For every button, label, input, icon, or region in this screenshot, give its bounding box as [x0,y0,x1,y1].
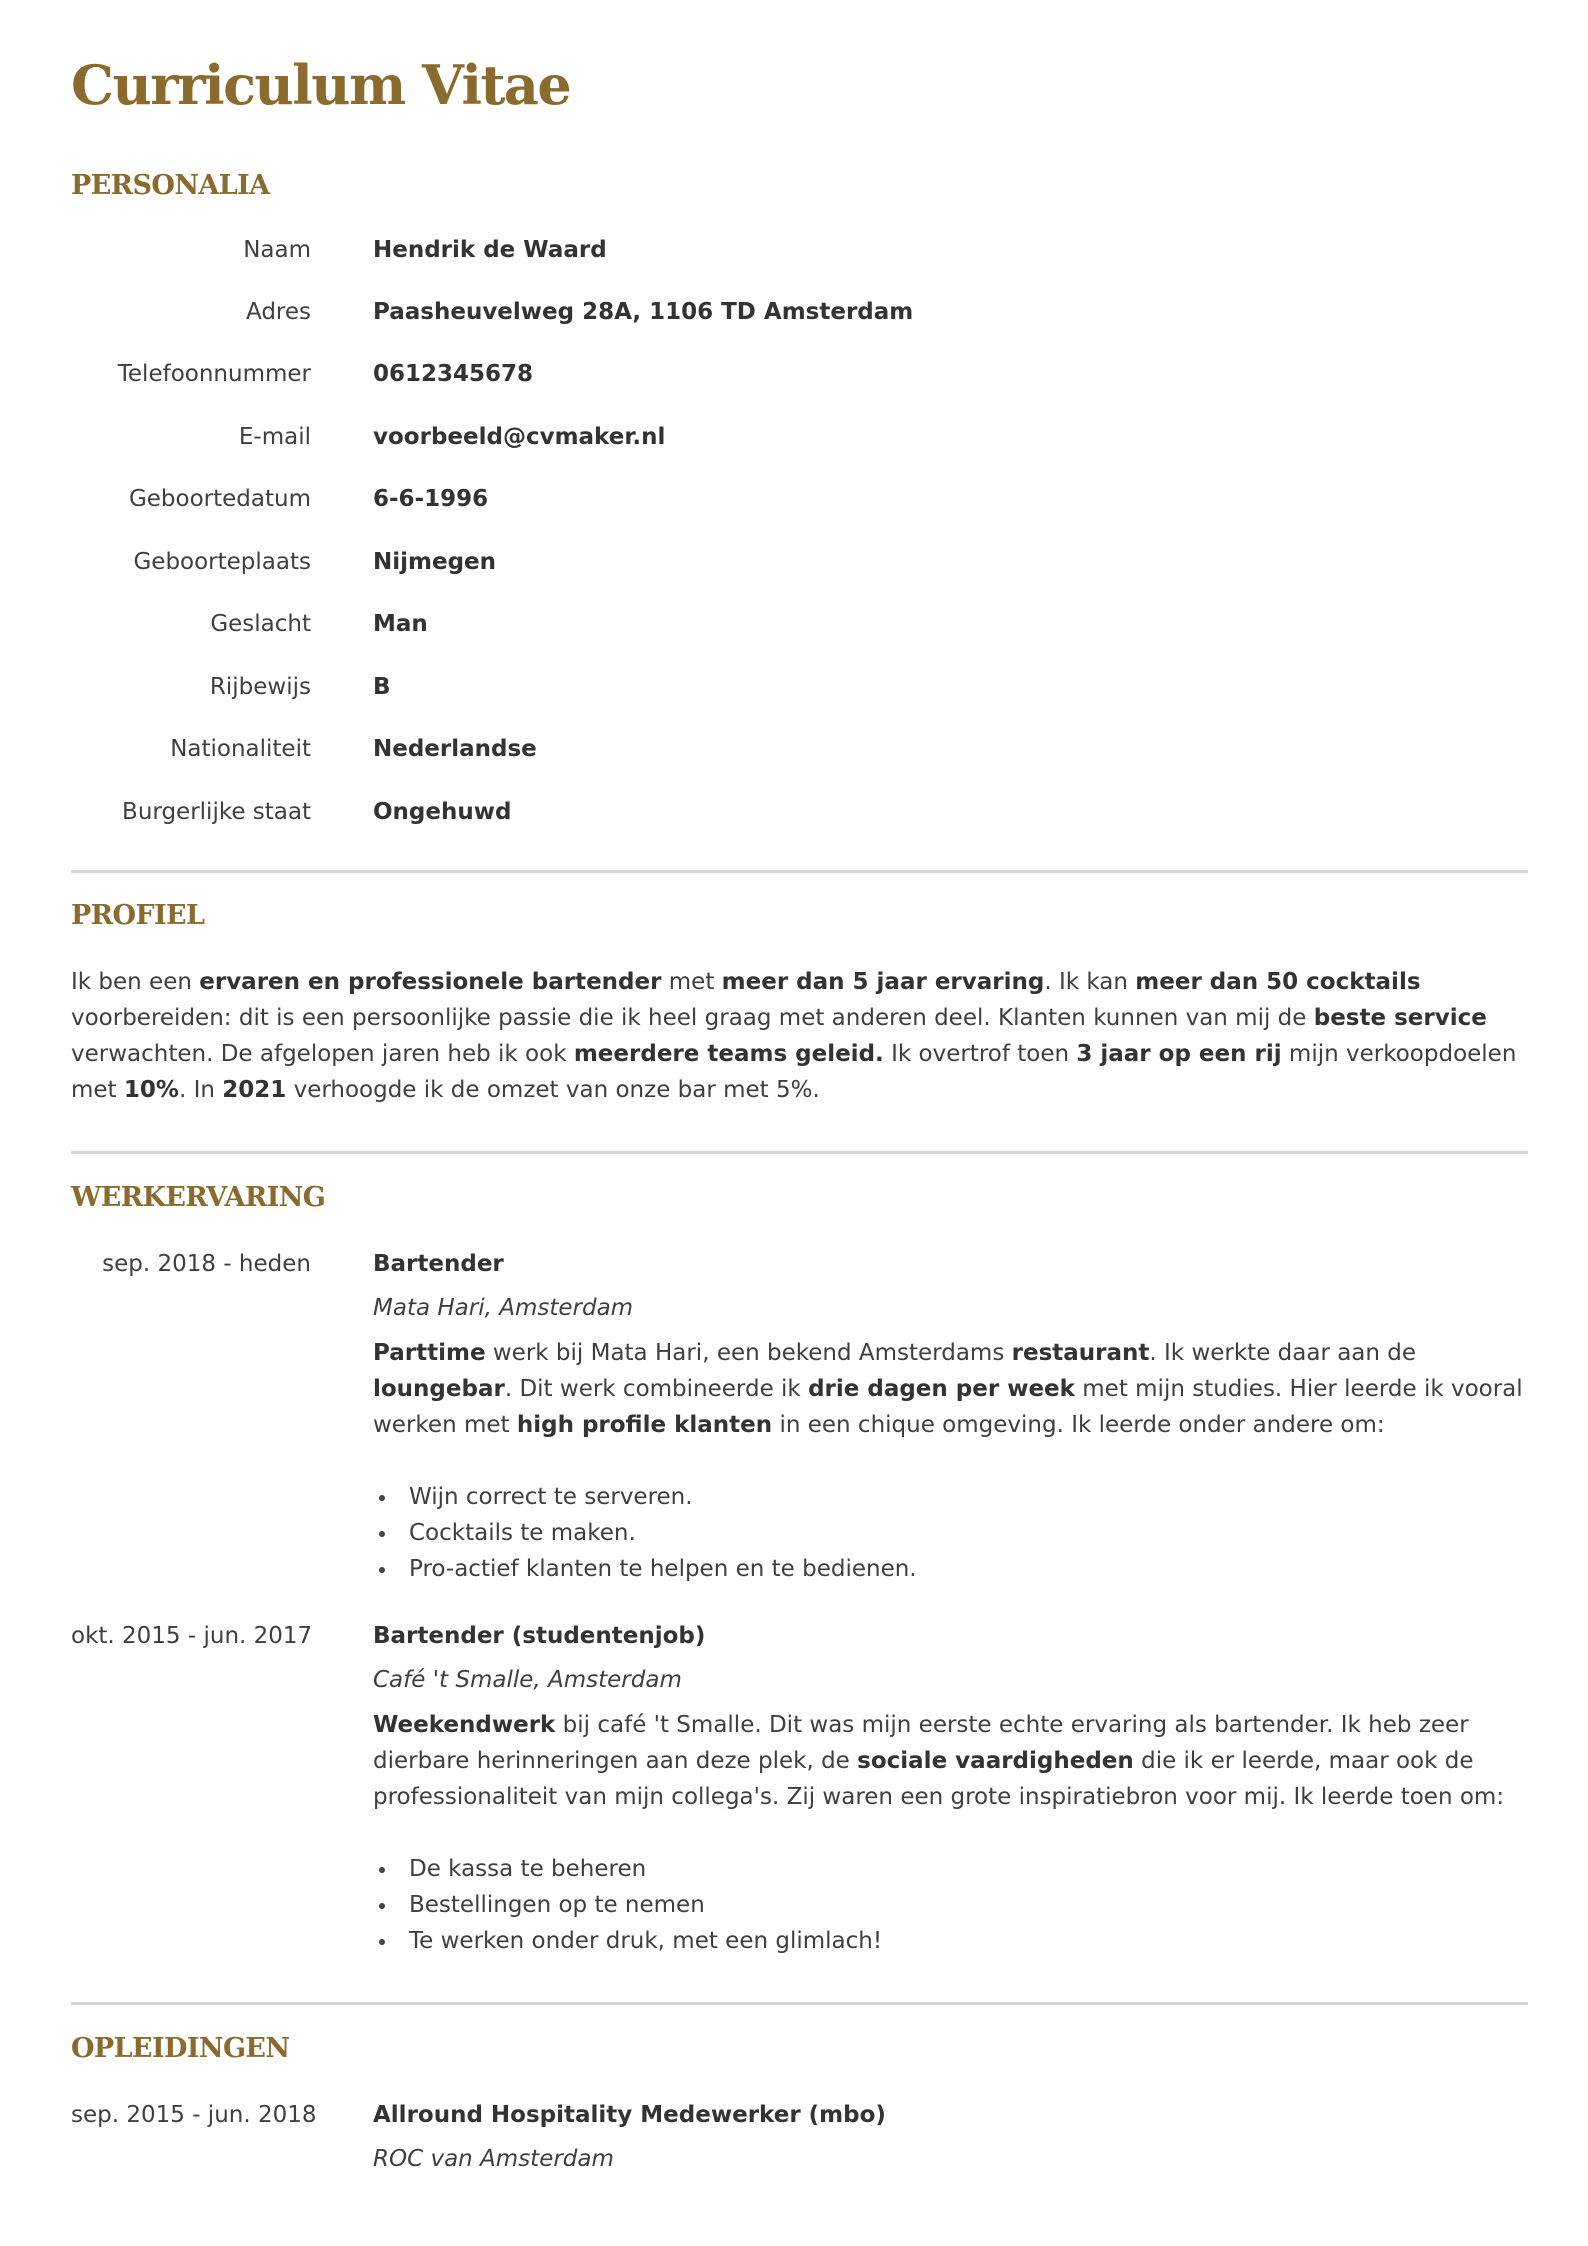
label-geboortedatum: Geboortedatum [128,486,311,512]
section-heading-profiel: PROFIEL [71,900,205,931]
job-bullet-list [373,1851,882,1959]
section-heading-opleidingen: OPLEIDINGEN [71,2033,290,2064]
list-item: De kassa te beheren [373,1851,882,1887]
label-email: E-mail [238,424,311,450]
label-burgerlijke-staat: Burgerlijke staat [122,799,311,825]
value-geboorteplaats: Nijmegen [373,549,497,575]
label-geboorteplaats: Geboorteplaats [133,549,311,575]
job-description: Parttime werk bij Mata Hari, een bekend Amsterdams restaurant. Ik werkte daar aan de loungebar. Dit werk combineerde ik drie dagen per week met mijn studies. Hier leerde ik vooral werken met high profile klanten in een chique omgeving. Ik leerde onder andere om: [373,1340,1523,1438]
section-divider [71,2002,1528,2005]
emphasis-text: 3 jaar op een rij [1076,1041,1282,1067]
value-rijbewijs: B [373,674,391,700]
job-employer: Café 't Smalle, Amsterdam [373,1667,682,1693]
list-item: Pro-actief klanten te helpen en te bedienen. [373,1551,917,1587]
emphasis-text: 10% [123,1077,179,1103]
job-description: Weekendwerk bij café 't Smalle. Dit was mijn eerste echte ervaring als bartender. Ik heb zeer dierbare herinneringen aan deze plek, de sociale vaardigheden die ik er leerde, maar ook de professionaliteit van mijn collega's. Zij waren een grote inspiratiebron voor mij. Ik leerde toen om: [373,1712,1505,1810]
list-item: Wijn correct te serveren. [373,1479,917,1515]
emphasis-text: meer dan 5 jaar ervaring [721,969,1045,995]
label-adres: Adres [245,299,311,325]
emphasis-text: Weekendwerk [373,1712,556,1738]
label-naam: Naam [243,237,311,263]
education-date: sep. 2015 - jun. 2018 [71,2102,317,2128]
value-email: voorbeeld@cvmaker.nl [373,424,666,450]
emphasis-text: meer dan 50 cocktails [1135,969,1421,995]
section-heading-werkervaring: WERKERVARING [71,1182,326,1213]
emphasis-text: loungebar [373,1376,505,1402]
list-item: Bestellingen op te nemen [373,1887,882,1923]
value-burgerlijke-staat: Ongehuwd [373,799,512,825]
job-date: sep. 2018 - heden [102,1251,311,1277]
value-geboortedatum: 6-6-1996 [373,486,489,512]
value-nationaliteit: Nederlandse [373,736,537,762]
emphasis-text: ervaren en professionele bartender [199,969,662,995]
emphasis-text: Parttime [373,1340,486,1366]
job-title: Bartender (studentenjob) [373,1623,706,1649]
value-telefoonnummer: 0612345678 [373,361,534,387]
label-geslacht: Geslacht [210,611,311,637]
education-title: Allround Hospitality Medewerker (mbo) [373,2102,886,2128]
education-school: ROC van Amsterdam [373,2146,614,2172]
profile-text: Ik ben een ervaren en professionele bartender met meer dan 5 jaar ervaring. Ik kan meer dan 50 cocktails voorbereiden: dit is een persoonlijke passie die ik heel graag met anderen deel. Klanten kunnen van mij de beste service verwachten. De afgelopen jaren heb ik ook meerdere teams geleid. Ik overtrof toen 3 jaar op een rij mijn verkoopdoelen met 10%. In 2021 verhoogde ik de omzet van onze bar met 5%. [71,969,1517,1103]
label-telefoonnummer: Telefoonnummer [117,361,311,387]
label-nationaliteit: Nationaliteit [170,736,311,762]
job-bullet-list [373,1479,917,1587]
emphasis-text: beste service [1313,1005,1487,1031]
emphasis-text: high profile klanten [516,1412,773,1438]
emphasis-text: 2021 [222,1077,287,1103]
list-item: Te werken onder druk, met een glimlach! [373,1923,882,1959]
label-rijbewijs: Rijbewijs [209,674,311,700]
value-naam: Hendrik de Waard [373,237,607,263]
job-employer: Mata Hari, Amsterdam [373,1295,634,1321]
section-divider [71,870,1528,873]
document-title: Curriculum Vitae [71,53,571,117]
emphasis-text: meerdere teams geleid. [573,1041,884,1067]
emphasis-text: sociale vaardigheden [857,1748,1134,1774]
value-adres: Paasheuvelweg 28A, 1106 TD Amsterdam [373,299,914,325]
list-item: Cocktails te maken. [373,1515,917,1551]
section-divider [71,1151,1528,1154]
section-heading-personalia: PERSONALIA [71,170,270,201]
job-title: Bartender [373,1251,504,1277]
value-geslacht: Man [373,611,428,637]
job-date: okt. 2015 - jun. 2017 [71,1623,313,1649]
emphasis-text: drie dagen per week [808,1376,1075,1402]
emphasis-text: restaurant [1011,1340,1150,1366]
